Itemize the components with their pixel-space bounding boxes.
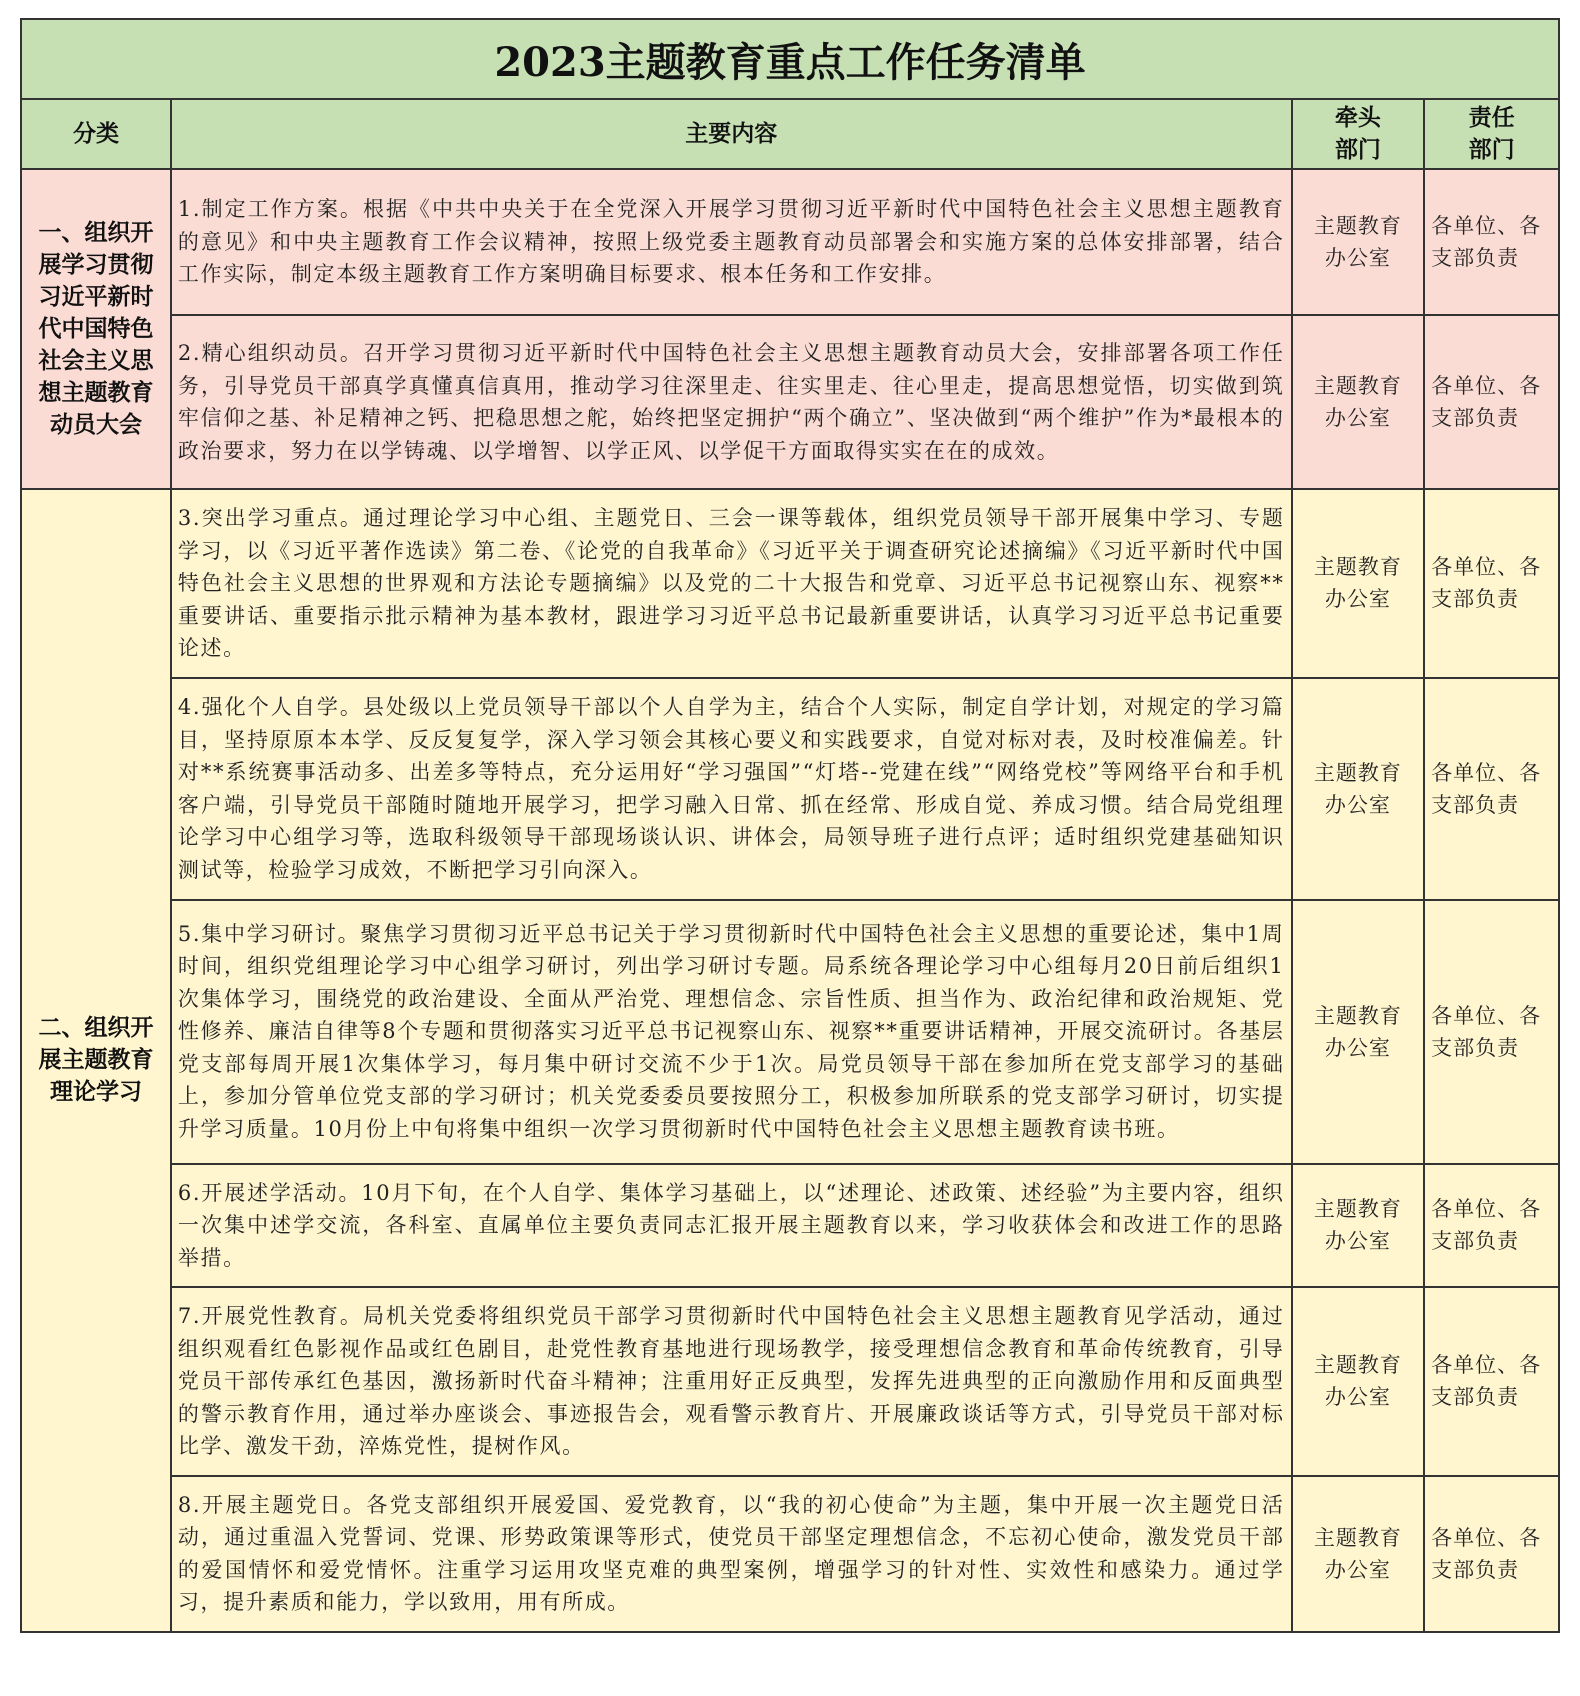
- table-row: [21, 1476, 1559, 1632]
- lead-dept-cell: 主题教育办公室: [1292, 1476, 1425, 1632]
- header-lead-dept: 牵头部门: [1292, 99, 1425, 169]
- task-table: [20, 98, 1560, 1633]
- responsible-dept-cell: 各单位、各支部负责: [1424, 900, 1559, 1164]
- table-row: [21, 1164, 1559, 1288]
- responsible-dept-cell: 各单位、各支部负责: [1424, 1164, 1559, 1288]
- content-cell: 5.集中学习研讨。聚焦学习贯彻习近平总书记关于学习贯彻新时代中国特色社会主义思想的重要论述，集中1周时间，组织党组理论学习中心组学习研讨，列出学习研讨专题。局系统各理论学习中心组每月20日前后组织1次集体学习，围绕党的政治建设、全面从严治党、理想信念、宗旨性质、担当作为、政治纪律和政治规矩、党性修养、廉洁自律等8个专题和贯彻落实习近平总书记视察山东、视察**重要讲话精神，开展交流研讨。各基层党支部每周开展1次集体学习，每月集中研讨交流不少于1次。局党员领导干部在参加所在党支部学习的基础上，参加分管单位党支部的学习研讨；机关党委委员要按照分工，积极参加所联系的党支部学习研讨，切实提升学习质量。10月份上中旬将集中组织一次学习贯彻新时代中国特色社会主义思想主题教育读书班。: [171, 900, 1292, 1164]
- task-list-sheet: [20, 18, 1560, 1633]
- table-row: [21, 900, 1559, 1164]
- responsible-dept-cell: 各单位、各支部负责: [1424, 169, 1559, 315]
- lead-dept-cell: 主题教育办公室: [1292, 1164, 1425, 1288]
- responsible-dept-cell: 各单位、各支部负责: [1424, 1476, 1559, 1632]
- content-cell: 1.制定工作方案。根据《中共中央关于在全党深入开展学习贯彻习近平新时代中国特色社会主义思想主题教育的意见》和中央主题教育工作会议精神，按照上级党委主题教育动员部署会和实施方案的总体安排部署，结合工作实际，制定本级主题教育工作方案明确目标要求、根本任务和工作安排。: [171, 169, 1292, 315]
- content-cell: 8.开展主题党日。各党支部组织开展爱国、爱党教育，以“我的初心使命”为主题，集中开展一次主题党日活动，通过重温入党誓词、党课、形势政策课等形式，使党员干部坚定理想信念，不忘初心使命，激发党员干部的爱国情怀和爱党情怀。注重学习运用攻坚克难的典型案例，增强学习的针对性、实效性和感染力。通过学习，提升素质和能力，学以致用，用有所成。: [171, 1476, 1292, 1632]
- header-row: [21, 99, 1559, 169]
- category-cell: 二、组织开展主题教育理论学习: [21, 489, 171, 1632]
- responsible-dept-cell: 各单位、各支部负责: [1424, 1287, 1559, 1476]
- content-cell: 6.开展述学活动。10月下旬，在个人自学、集体学习基础上，以“述理论、述政策、述经验”为主要内容，组织一次集中述学交流，各科室、直属单位主要负责同志汇报开展主题教育以来，学习收获体会和改进工作的思路举措。: [171, 1164, 1292, 1288]
- header-category: 分类: [21, 99, 171, 169]
- table-row: [21, 169, 1559, 315]
- table-row: [21, 315, 1559, 489]
- table-row: [21, 1287, 1559, 1476]
- lead-dept-cell: 主题教育办公室: [1292, 489, 1425, 678]
- category-cell: 一、组织开展学习贯彻习近平新时代中国特色社会主义思想主题教育动员大会: [21, 169, 171, 489]
- table-row: [21, 489, 1559, 678]
- lead-dept-cell: 主题教育办公室: [1292, 900, 1425, 1164]
- page-title: 2023主题教育重点工作任务清单: [20, 18, 1560, 98]
- content-cell: 7.开展党性教育。局机关党委将组织党员干部学习贯彻新时代中国特色社会主义思想主题教育见学活动，通过组织观看红色影视作品或红色剧目，赴党性教育基地进行现场教学，接受理想信念教育和革命传统教育，引导党员干部传承红色基因，激扬新时代奋斗精神；注重用好正反典型，发挥先进典型的正向激励作用和反面典型的警示教育作用，通过举办座谈会、事迹报告会，观看警示教育片、开展廉政谈话等方式，引导党员干部对标比学、激发干劲，淬炼党性，提树作风。: [171, 1287, 1292, 1476]
- content-cell: 3.突出学习重点。通过理论学习中心组、主题党日、三会一课等载体，组织党员领导干部开展集中学习、专题学习，以《习近平著作选读》第二卷、《论党的自我革命》《习近平关于调查研究论述摘编》《习近平新时代中国特色社会主义思想的世界观和方法论专题摘编》以及党的二十大报告和党章、习近平总书记视察山东、视察**重要讲话、重要指示批示精神为基本教材，跟进学习习近平总书记最新重要讲话，认真学习习近平总书记重要论述。: [171, 489, 1292, 678]
- responsible-dept-cell: 各单位、各支部负责: [1424, 489, 1559, 678]
- responsible-dept-cell: 各单位、各支部负责: [1424, 315, 1559, 489]
- lead-dept-cell: 主题教育办公室: [1292, 678, 1425, 900]
- header-content: 主要内容: [171, 99, 1292, 169]
- table-row: [21, 678, 1559, 900]
- lead-dept-cell: 主题教育办公室: [1292, 1287, 1425, 1476]
- content-cell: 4.强化个人自学。县处级以上党员领导干部以个人自学为主，结合个人实际，制定自学计划，对规定的学习篇目，坚持原原本本学、反反复复学，深入学习领会其核心要义和实践要求，自觉对标对表，及时校准偏差。针对**系统赛事活动多、出差多等特点，充分运用好“学习强国”“灯塔--党建在线”“网络党校”等网络平台和手机客户端，引导党员干部随时随地开展学习，把学习融入日常、抓在经常、形成自觉、养成习惯。结合局党组理论学习中心组学习等，选取科级领导干部现场谈认识、讲体会，局领导班子进行点评；适时组织党建基础知识测试等，检验学习成效，不断把学习引向深入。: [171, 678, 1292, 900]
- lead-dept-cell: 主题教育办公室: [1292, 315, 1425, 489]
- content-cell: 2.精心组织动员。召开学习贯彻习近平新时代中国特色社会主义思想主题教育动员大会，安排部署各项工作任务，引导党员干部真学真懂真信真用，推动学习往深里走、往实里走、往心里走，提高思想觉悟，切实做到筑牢信仰之基、补足精神之钙、把稳思想之舵，始终把坚定拥护“两个确立”、坚决做到“两个维护”作为*最根本的政治要求，努力在以学铸魂、以学增智、以学正风、以学促干方面取得实实在在的成效。: [171, 315, 1292, 489]
- header-responsible-dept: 责任部门: [1424, 99, 1559, 169]
- lead-dept-cell: 主题教育办公室: [1292, 169, 1425, 315]
- responsible-dept-cell: 各单位、各支部负责: [1424, 678, 1559, 900]
